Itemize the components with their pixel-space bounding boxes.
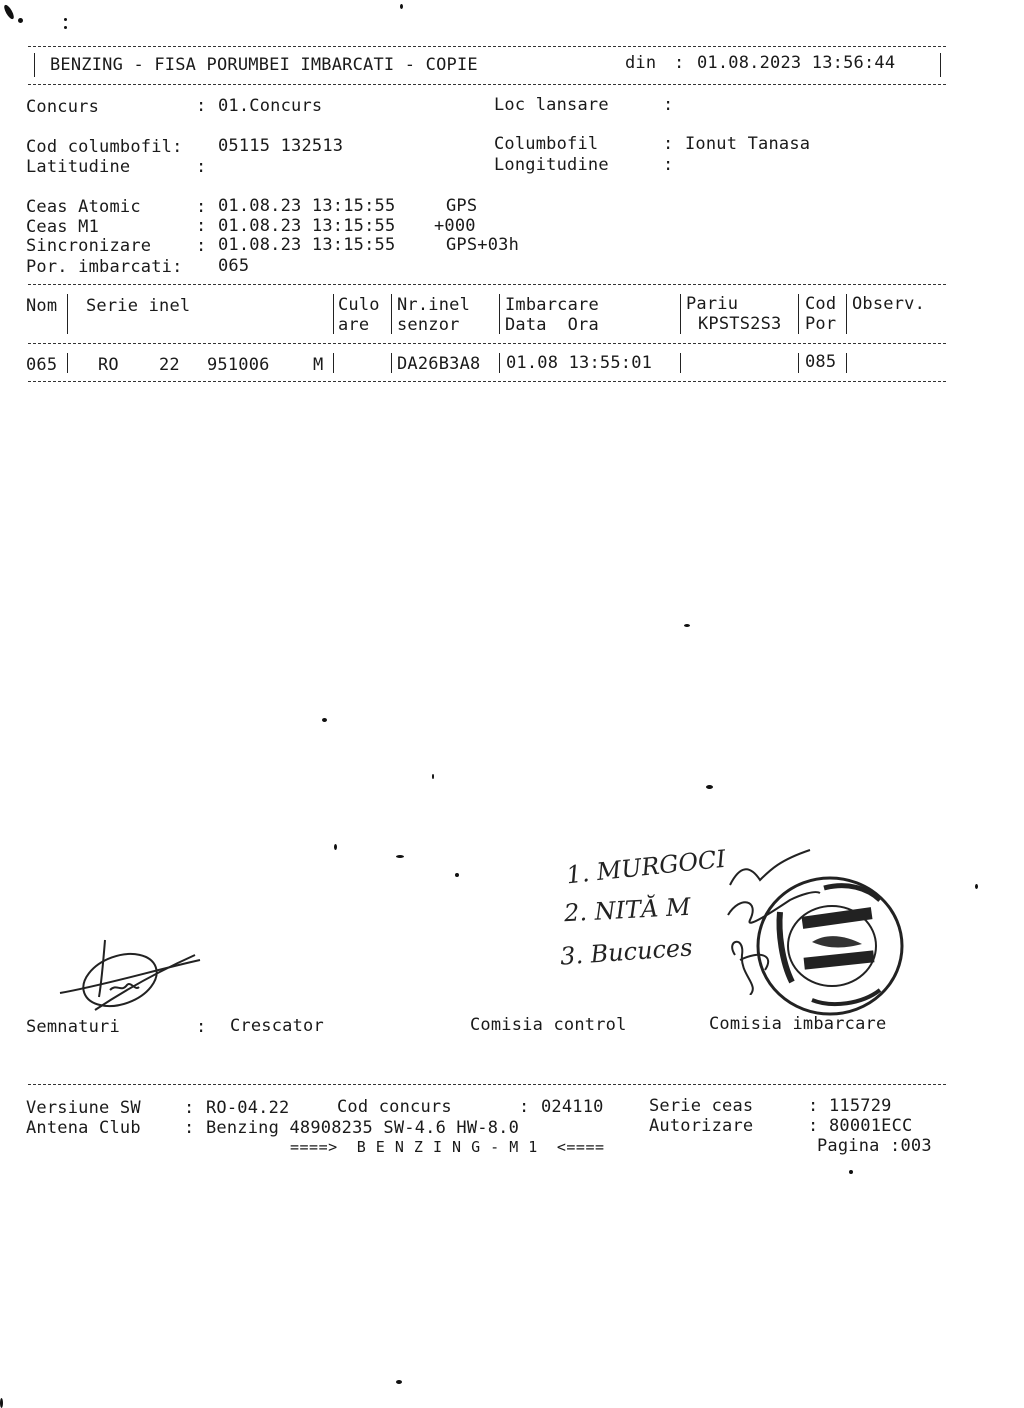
info-colon: : — [663, 134, 674, 154]
scan-speck — [322, 718, 327, 722]
cell-nr-inel-senzor: DA26B3A8 — [397, 354, 481, 374]
porumbei-imbarcati-label: Por. imbarcati: — [26, 257, 183, 277]
scan-speck — [334, 844, 337, 850]
scan-speck — [396, 1380, 402, 1384]
table-header-bottom-border — [28, 343, 946, 344]
ceas-atomic-source: GPS — [446, 196, 478, 216]
footer-divider — [28, 1084, 946, 1085]
cod-concurs-label: Cod concurs — [337, 1097, 452, 1117]
info-colon: : — [196, 197, 207, 217]
document-title: BENZING - FISA PORUMBEI IMBARCATI - COPIE — [50, 55, 478, 75]
scan-speck — [455, 873, 459, 877]
info-colon: : — [663, 155, 674, 175]
sync-label: Sincronizare — [26, 236, 152, 256]
crescator-signature — [55, 935, 205, 1015]
page-number: Pagina :003 — [817, 1136, 932, 1156]
col-header-culoare-1: Culo — [338, 295, 380, 315]
concurs-label: Concurs — [26, 97, 100, 117]
cell-cod-por: 085 — [805, 352, 837, 372]
col-header-pariu-2: KPSTS2S3 — [698, 314, 782, 334]
cell-nom: 065 — [26, 355, 58, 375]
column-divider — [680, 353, 681, 373]
cod-columbofil-value: 05115 132513 — [218, 136, 344, 156]
handwritten-name-3: 3. Bucuces — [559, 933, 694, 971]
footer-colon: : — [184, 1098, 195, 1118]
col-header-imbarcare-2: Data Ora — [505, 315, 599, 335]
longitudine-label: Longitudine — [494, 155, 609, 175]
col-header-observ: Observ. — [852, 294, 926, 314]
scan-speck — [0, 1398, 3, 1408]
info-colon: : — [196, 236, 207, 256]
col-header-cod-por-1: Cod — [805, 294, 837, 314]
autorizare-value: 80001ECC — [829, 1116, 913, 1136]
cod-columbofil-label: Cod columbofil: — [26, 137, 183, 157]
header-top-border — [28, 46, 946, 47]
scan-speck — [2, 4, 15, 21]
scan-speck — [18, 18, 23, 23]
cell-ring-year: 22 — [159, 355, 180, 375]
club-stamp — [752, 872, 908, 1020]
col-header-pariu-1: Pariu — [686, 294, 739, 314]
porumbei-imbarcati-value: 065 — [218, 256, 250, 276]
loc-lansare-label: Loc lansare — [494, 95, 609, 115]
comisia-imbarcare-label: Comisia imbarcare — [709, 1014, 887, 1034]
signatures-label: Semnaturi — [26, 1017, 120, 1037]
cell-ring-number: 951006 — [207, 355, 270, 375]
column-divider — [846, 294, 847, 334]
column-divider — [67, 294, 68, 334]
ceas-m1-offset: +000 — [434, 216, 476, 236]
scan-speck — [975, 884, 978, 889]
column-divider — [391, 353, 392, 373]
footer-colon: : — [184, 1118, 195, 1138]
antena-label: Antena Club — [26, 1118, 141, 1138]
info-colon: : — [663, 95, 674, 115]
footer-colon: : — [808, 1096, 819, 1116]
info-colon: : — [196, 96, 207, 116]
scan-speck — [64, 18, 67, 21]
footer-colon: : — [519, 1097, 530, 1117]
scan-speck — [400, 4, 403, 9]
cod-concurs-value: 024110 — [541, 1097, 604, 1117]
comisia-control-label: Comisia control — [470, 1015, 627, 1035]
handwritten-name-2: 2. NITĂ M — [563, 892, 692, 928]
header-left-bar — [34, 53, 35, 77]
signatures-colon: : — [196, 1017, 207, 1037]
column-divider — [333, 294, 334, 334]
column-divider — [499, 353, 500, 373]
info-colon: : — [196, 216, 207, 236]
ceas-m1-value: 01.08.23 13:15:55 — [218, 216, 396, 236]
sync-value: 01.08.23 13:15:55 — [218, 235, 396, 255]
footer-colon: : — [808, 1116, 819, 1136]
cell-imbarcare: 01.08 13:55:01 — [506, 353, 653, 373]
concurs-value: 01.Concurs — [218, 96, 323, 116]
date-value: 01.08.2023 13:56:44 — [697, 53, 896, 73]
versiune-label: Versiune SW — [26, 1098, 141, 1118]
porumbei-imbarcati-label-text: Por. imbarcati — [26, 257, 173, 277]
columbofil-label: Columbofil — [494, 134, 599, 154]
table-top-border — [28, 284, 946, 285]
autorizare-label: Autorizare — [649, 1116, 754, 1136]
column-divider — [391, 294, 392, 334]
ceas-atomic-label: Ceas Atomic — [26, 197, 141, 217]
columbofil-value: Ionut Tanasa — [685, 134, 811, 154]
antena-value: Benzing 48908235 SW-4.6 HW-8.0 — [206, 1118, 520, 1138]
cell-ring-country: RO — [98, 355, 119, 375]
scan-speck — [64, 26, 67, 29]
column-divider — [499, 294, 500, 334]
col-header-imbarcare-1: Imbarcare — [505, 295, 599, 315]
cod-columbofil-label-text: Cod columbofil — [26, 137, 173, 157]
date-label: din — [625, 53, 657, 73]
header-right-bar — [940, 53, 941, 77]
scan-speck — [684, 624, 690, 627]
crescator-label: Crescator — [230, 1016, 324, 1036]
ceas-m1-label: Ceas M1 — [26, 217, 100, 237]
column-divider — [67, 353, 68, 373]
col-header-culoare-2: are — [338, 315, 370, 335]
cell-sex: M — [313, 355, 324, 375]
sync-source: GPS+03h — [446, 235, 520, 255]
col-header-cod-por-2: Por — [805, 314, 837, 334]
col-header-nr-inel-1: Nr.inel — [397, 295, 471, 315]
column-divider — [846, 353, 847, 373]
ceas-atomic-value: 01.08.23 13:15:55 — [218, 196, 396, 216]
col-header-serie-inel: Serie inel — [86, 296, 191, 316]
serie-ceas-value: 115729 — [829, 1096, 892, 1116]
benzing-brand-line: ====> B E N Z I N G - M 1 <==== — [290, 1138, 605, 1156]
column-divider — [798, 353, 799, 373]
info-colon: : — [196, 157, 207, 177]
latitudine-label: Latitudine — [26, 157, 131, 177]
scan-speck — [432, 774, 434, 779]
table-bottom-border — [28, 381, 946, 382]
scan-speck — [396, 855, 404, 858]
column-divider — [333, 353, 334, 373]
handwritten-name-1: 1. MURGOCI — [564, 844, 728, 890]
col-header-nom: Nom — [26, 296, 58, 316]
column-divider — [680, 294, 681, 334]
scan-speck — [706, 785, 713, 789]
versiune-value: RO-04.22 — [206, 1098, 290, 1118]
scan-speck — [849, 1170, 853, 1174]
date-separator: : — [674, 53, 685, 73]
column-divider — [798, 294, 799, 334]
header-bottom-border — [28, 84, 946, 85]
serie-ceas-label: Serie ceas — [649, 1096, 754, 1116]
col-header-nr-inel-2: senzor — [397, 315, 460, 335]
